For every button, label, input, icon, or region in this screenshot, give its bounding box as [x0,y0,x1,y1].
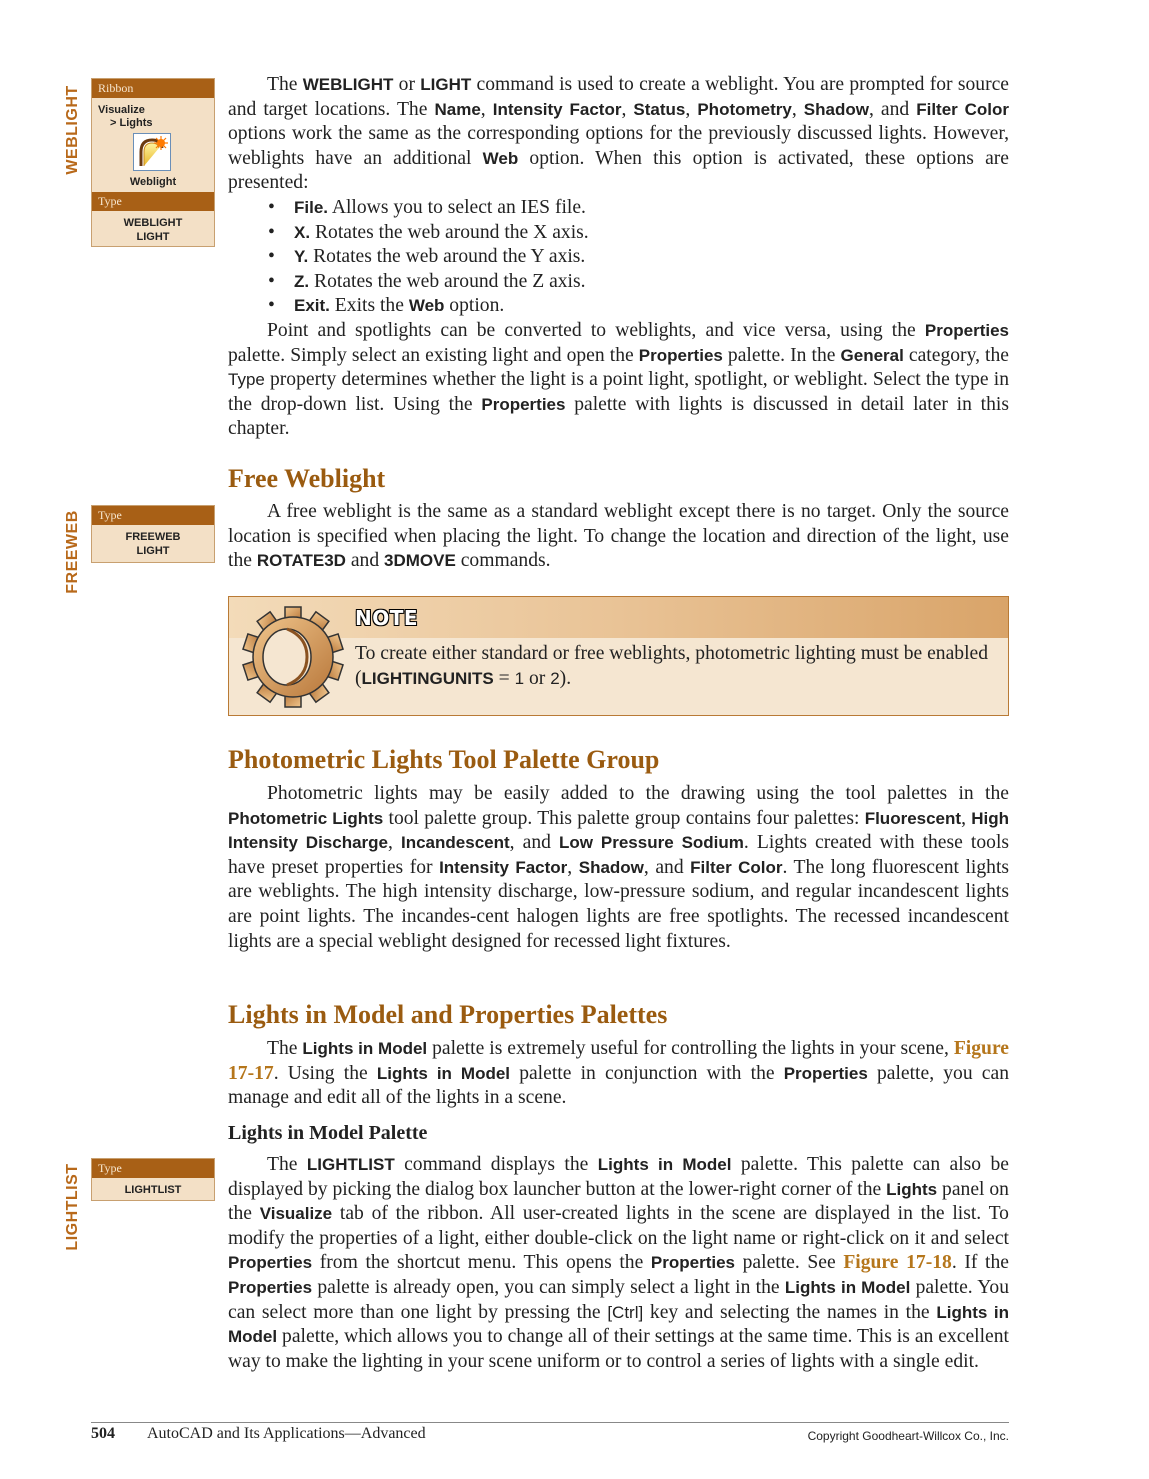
type-label: Type [92,1159,214,1178]
photometric-heading: Photometric Lights Tool Palette Group [228,745,660,774]
page-number: 504 [91,1425,115,1442]
lights-model-heading: Lights in Model and Properties Palettes [228,1000,668,1029]
type-command-freeweb: FREEWEB [125,531,181,543]
gear-icon [237,601,345,711]
free-weblight-paragraph: A free weblight is the same as a standard weblight except there is no target. Only the source location is specified when placing the light. To change the location and direction of the light, use the ROTATE3D and 3DMOVE commands. [228,501,1009,572]
lights-palette-subheading: Lights in Model Palette [228,1122,428,1144]
lights-palette-section [228,1153,1009,1374]
weblight-button-label: Weblight [129,176,177,188]
lightlist-command-box [91,1158,215,1201]
type-command-lightlist: LIGHTLIST [124,1184,182,1196]
web-options-list [266,196,1009,319]
type-command-light: LIGHT [136,545,170,557]
intro-paragraph: The WEBLIGHT or LIGHT command is used to create a weblight. You are prompted for source and target locations. The Name, Intensity Factor, Status, Photometry, Shadow, and Filter Color options work the same as the corresponding options for the previously discussed lights. However, weblights have an additional Web option. When this option is activated, these options are presented: [228,74,1010,194]
ribbon-path-panel: > Lights [110,117,153,129]
figure-link[interactable]: Figure 17-17 [228,1038,1009,1084]
sidebar-tab-weblight: WEBLIGHT [64,85,81,175]
ribbon-label: Ribbon [92,79,214,98]
lights-model-paragraph: The Lights in Model palette is extremely useful for controlling the lights in your scene, Figure 17-17. Using the Lights in Model palette in conjunction with the Properties palette, you can manage and edit all of the lights in a scene. [228,1038,1009,1109]
type-label: Type [92,506,214,525]
book-title: AutoCAD and Its Applications—Advanced [147,1425,426,1442]
figure-link[interactable]: Figure 17-18 [843,1252,952,1274]
list-item: • Y. Rotates the web around the Y axis. [266,245,1009,270]
convert-paragraph: Point and spotlights can be converted to weblights, and vice versa, using the Properties palette. Simply select an existing light and open the Properties palette. In the General category, the Type property determines whether the light is a point light, spotlight, or weblight. Select the type in the drop-down list. Using the Properties palette with lights is discussed in detail later in this chapter. [228,319,1009,440]
type-command-weblight: WEBLIGHT [123,217,183,229]
copyright: Copyright Goodheart-Willcox Co., Inc. [807,1429,1009,1443]
list-item: • File. Allows you to select an IES file. [266,196,1009,221]
ribbon-path-tab: Visualize [98,104,145,116]
type-command-light: LIGHT [136,231,170,243]
note-box [228,596,1009,716]
note-title: NOTE [355,606,419,630]
weblight-icon [134,134,170,170]
sidebar-tab-lightlist: LIGHTLIST [64,1163,81,1251]
list-item: • Exit. Exits the Web option. [266,294,1009,319]
lights-palette-paragraph: The LIGHTLIST command displays the Lights in Model palette. This palette can also be displayed by picking the dialog box launcher button at the lower-right corner of the Lights panel on the Visualize tab of the ribbon. All user-created lights in the scene are displayed in the list. To modify the properties of a light, either double-click on the light name or right-click on it and select Properties from the shortcut menu. This opens the Properties palette. See Figure 17-18. If the Properties palette is already open, you can simply select a light in the Lights in Model palette. You can select more than one light by pressing the [Ctrl] key and selecting the names in the Lights in Model palette, which allows you to change all of their settings at the same time. This is an excellent way to make the lighting in your scene uniform or to control a series of lights with a single edit. [228,1154,1010,1372]
freeweb-command-box [91,505,215,563]
free-weblight-section [228,500,1009,574]
list-item: • Z. Rotates the web around the Z axis. [266,270,1009,295]
list-item: • X. Rotates the web around the X axis. [266,221,1009,246]
lights-model-section [228,1037,1009,1111]
photometric-paragraph: Photometric lights may be easily added to the drawing using the tool palettes in the Photometric Lights tool palette group. This palette group contains four palettes: Fluorescent, High Intensity Discharge, Incandescent, and Low Pressure Sodium. Lights created with these tools have preset properties for Intensity Factor, Shadow, and Filter Color. The long fluorescent lights are weblights. The high intensity discharge, low-pressure sodium, and regular incandescent lights are point lights. The incandes-cent halogen lights are free spotlights. The recessed incandescent lights are a special weblight designed for recessed light fixtures. [228,783,1010,952]
footer-rule [91,1422,1009,1423]
weblight-ribbon-button[interactable] [133,133,171,171]
type-label: Type [92,192,214,211]
photometric-section [228,782,1009,954]
free-weblight-heading: Free Weblight [228,464,386,493]
sidebar-tab-freeweb: FREEWEB [64,510,81,594]
intro-section [228,73,1009,442]
weblight-command-box [91,78,215,247]
note-text: To create either standard or free weblights, photometric lighting must be enabled (LIGHTINGUNITS = 1 or 2). [355,643,989,689]
